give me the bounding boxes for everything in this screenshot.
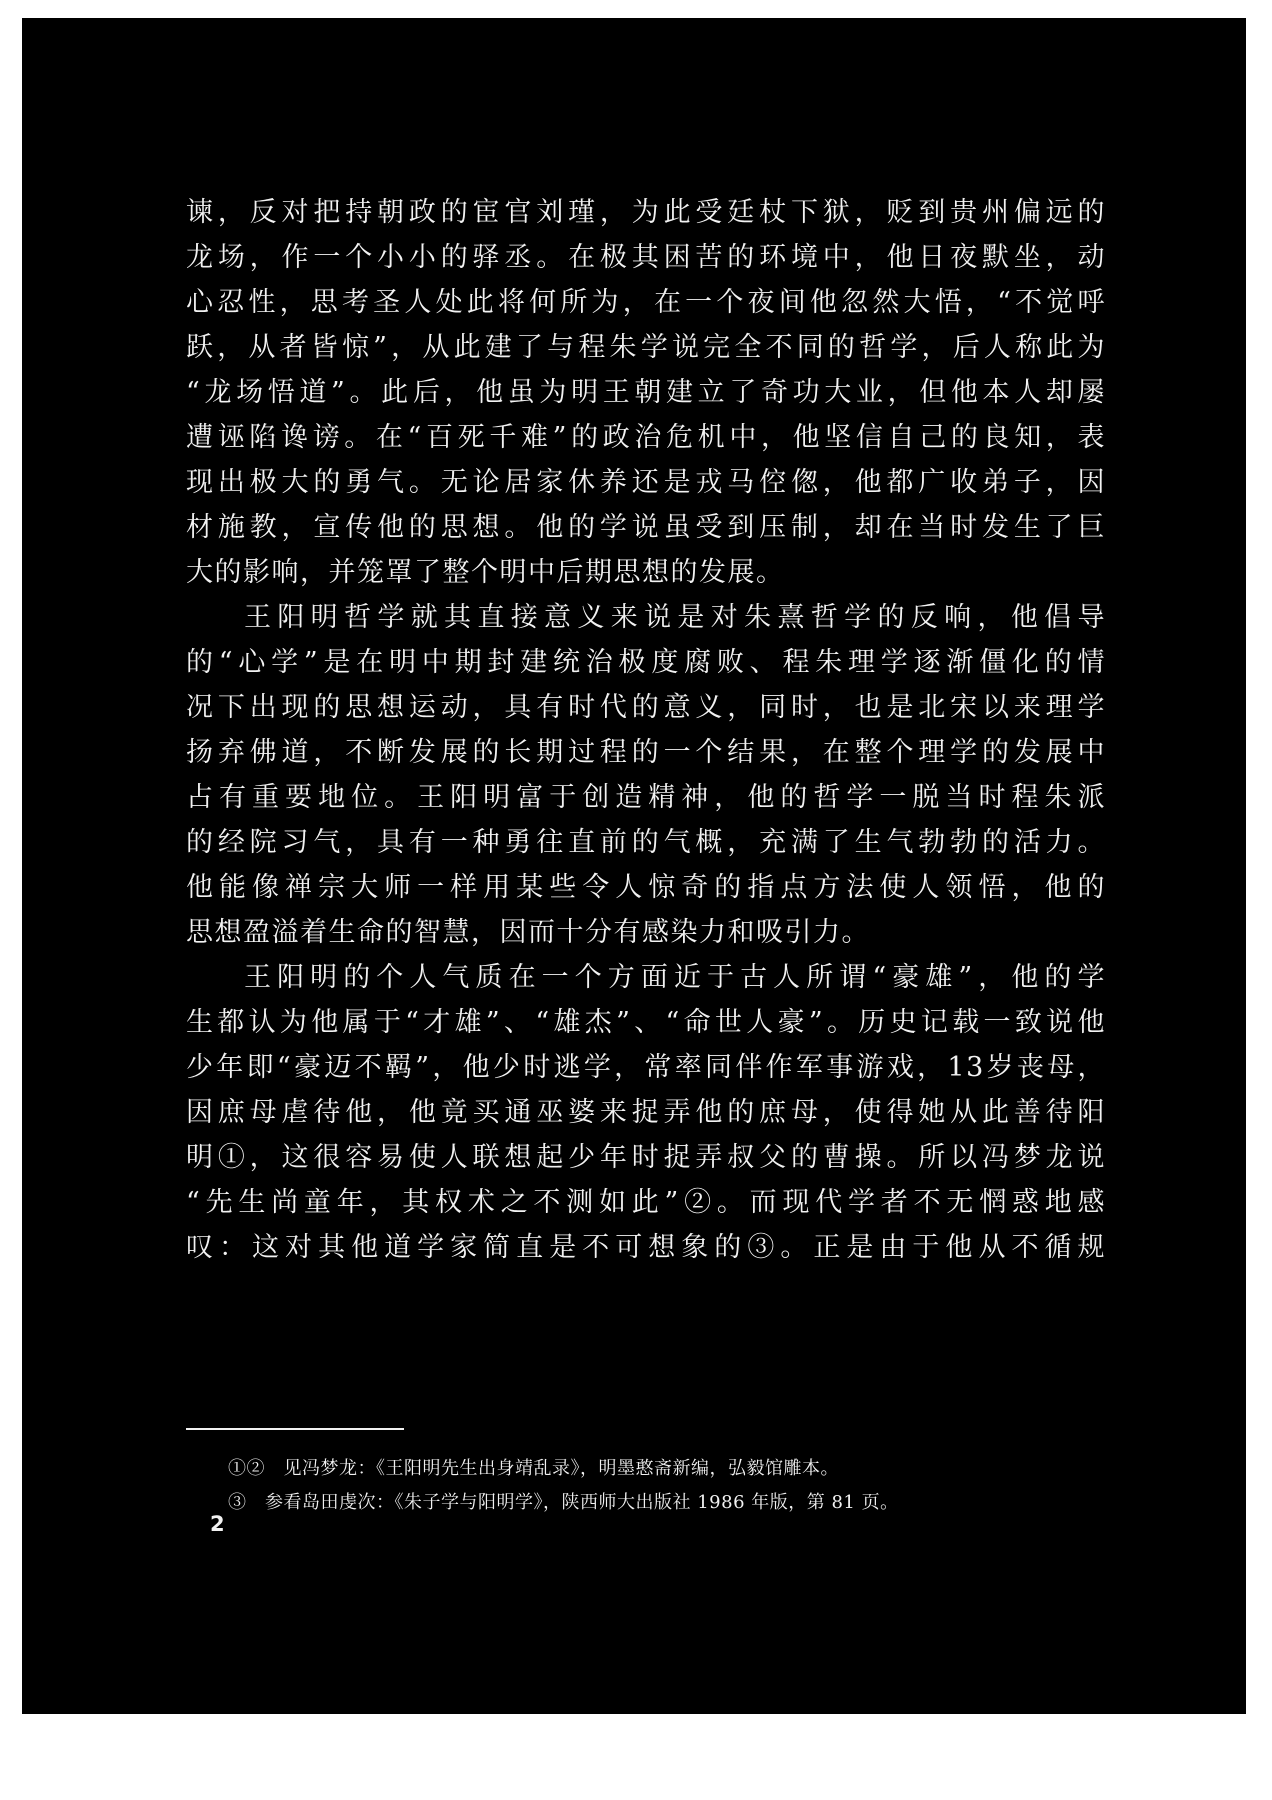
text-line: 龙场，作一个小小的驿丞。在极其困苦的环境中，他日夜默坐，动 (186, 242, 1106, 273)
text-line: 因庶母虐待他，他竟买通巫婆来捉弄他的庶母，使得她从此善待阳 (186, 1097, 1106, 1128)
text-line: 的“心学”是在明中期封建统治极度腐败、程朱理学逐渐僵化的情 (186, 647, 1106, 678)
text-line: 少年即“豪迈不羁”，他少时逃学，常率同伴作军事游戏，13岁丧母， (186, 1052, 1106, 1083)
text-line: 的经院习气，具有一种勇往直前的气概，充满了生气勃勃的活力。 (186, 827, 1106, 858)
text-line: 王阳明哲学就其直接意义来说是对朱熹哲学的反响，他倡导 (244, 602, 1106, 633)
text-line: 思想盈溢着生命的智慧，因而十分有感染力和吸引力。 (186, 917, 870, 948)
text-line: “先生尚童年，其权术之不测如此”②。而现代学者不无惘惑地感 (186, 1187, 1106, 1218)
text-line: 材施教，宣传他的思想。他的学说虽受到压制，却在当时发生了巨 (186, 512, 1106, 543)
text-line: 生都认为他属于“才雄”、“雄杰”、“命世人豪”。历史记载一致说他 (186, 1007, 1106, 1038)
paragraph-1 (186, 190, 1106, 595)
text-line: 王阳明的个人气质在一个方面近于古人所谓“豪雄”，他的学 (244, 962, 1106, 993)
text-line: 占有重要地位。王阳明富于创造精神，他的哲学一脱当时程朱派 (186, 782, 1106, 813)
text-line: 遭诬陷谗谤。在“百死千难”的政治危机中，他坚信自己的良知，表 (186, 422, 1106, 453)
text-line: “龙场悟道”。此后，他虽为明王朝建立了奇功大业，但他本人却屡 (186, 377, 1106, 408)
footnote-divider (186, 1428, 404, 1430)
footnote-1-2: ①② 见冯梦龙：《王阳明先生出身靖乱录》，明墨憨斋新编，弘毅馆雕本。 (228, 1458, 839, 1479)
text-line: 叹：这对其他道学家简直是不可想象的③。正是由于他从不循规 (186, 1232, 1106, 1263)
text-line: 心忍性，思考圣人处此将何所为，在一个夜间他忽然大悟，“不觉呼 (186, 287, 1106, 318)
footnote-3: ③ 参看岛田虔次：《朱子学与阳明学》，陕西师大出版社 1986 年版，第 81 页。 (228, 1492, 899, 1513)
page-number: 2 (210, 1512, 225, 1536)
text-line: 扬弃佛道，不断发展的长期过程的一个结果，在整个理学的发展中 (186, 737, 1106, 768)
paragraph-3 (186, 955, 1106, 1270)
text-line: 明①，这很容易使人联想起少年时捉弄叔父的曹操。所以冯梦龙说 (186, 1142, 1106, 1173)
text-line: 现出极大的勇气。无论居家休养还是戎马倥偬，他都广收弟子，因 (186, 467, 1106, 498)
text-line: 大的影响，并笼罩了整个明中后期思想的发展。 (186, 557, 785, 588)
footnotes (228, 1452, 899, 1520)
paragraph-2 (186, 595, 1106, 955)
text-line: 跃，从者皆惊”，从此建了与程朱学说完全不同的哲学，后人称此为 (186, 332, 1106, 363)
body-text (186, 190, 1106, 1270)
text-line: 谏，反对把持朝政的宦官刘瑾，为此受廷杖下狱，贬到贵州偏远的 (186, 197, 1106, 228)
text-line: 况下出现的思想运动，具有时代的意义，同时，也是北宋以来理学 (186, 692, 1106, 723)
text-line: 他能像禅宗大师一样用某些令人惊奇的指点方法使人领悟，他的 (186, 872, 1106, 903)
